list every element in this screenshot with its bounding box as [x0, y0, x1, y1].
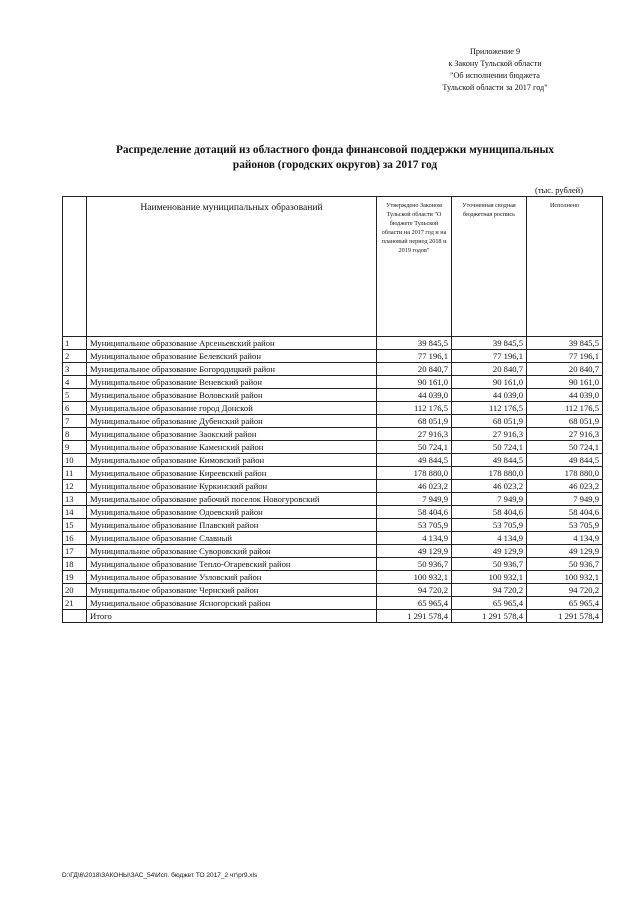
approved-value: 39 845,5: [377, 337, 452, 350]
revised-value: 112 176,5: [452, 402, 527, 415]
municipality-name: Муниципальное образование Белевский район: [87, 350, 377, 363]
row-number: 15: [63, 519, 87, 532]
row-number: 8: [63, 428, 87, 441]
approved-value: 50 724,1: [377, 441, 452, 454]
municipality-name: Муниципальное образование рабочий поселок Новогуровский: [87, 493, 377, 506]
revised-value: 94 720,2: [452, 584, 527, 597]
appendix-line: Тульской области за 2017 год": [442, 83, 548, 92]
table-row: [63, 415, 603, 428]
table-row: [63, 389, 603, 402]
municipality-name: Муниципальное образование Киреевский район: [87, 467, 377, 480]
title-line-2: районов (городских округов) за 2017 год: [232, 159, 438, 171]
row-number: 13: [63, 493, 87, 506]
revised-value: 77 196,1: [452, 350, 527, 363]
document-title: [70, 143, 600, 173]
appendix-note: [400, 46, 590, 94]
executed-value: 94 720,2: [527, 584, 603, 597]
municipality-name: Муниципальное образование Куркинский район: [87, 480, 377, 493]
municipality-name: Муниципальное образование Заокский район: [87, 428, 377, 441]
executed-value: 50 936,7: [527, 558, 603, 571]
approved-value: 65 965,4: [377, 597, 452, 610]
executed-value: 112 176,5: [527, 402, 603, 415]
approved-value: 27 916,3: [377, 428, 452, 441]
municipality-name: Муниципальное образование Воловский район: [87, 389, 377, 402]
revised-value: 44 039,0: [452, 389, 527, 402]
executed-value: 53 705,9: [527, 519, 603, 532]
revised-value: 7 949,9: [452, 493, 527, 506]
approved-value: 77 196,1: [377, 350, 452, 363]
row-number: 7: [63, 415, 87, 428]
row-number: 11: [63, 467, 87, 480]
row-number: 21: [63, 597, 87, 610]
approved-value: 53 705,9: [377, 519, 452, 532]
executed-value: 65 965,4: [527, 597, 603, 610]
table-header-row: [63, 197, 603, 337]
revised-value: 178 880,0: [452, 467, 527, 480]
municipality-name: Муниципальное образование Каменский район: [87, 441, 377, 454]
municipality-name: Муниципальное образование Славный: [87, 532, 377, 545]
units-label: (тыс. рублей): [535, 185, 584, 195]
table-row: [63, 467, 603, 480]
row-number: 2: [63, 350, 87, 363]
executed-value: 7 949,9: [527, 493, 603, 506]
row-number: 1: [63, 337, 87, 350]
approved-value: 58 404,6: [377, 506, 452, 519]
table-row: [63, 597, 603, 610]
total-row: [63, 610, 603, 623]
row-number: 3: [63, 363, 87, 376]
row-number: 12: [63, 480, 87, 493]
executed-value: 90 161,0: [527, 376, 603, 389]
row-number: 18: [63, 558, 87, 571]
municipality-name: Муниципальное образование город Донской: [87, 402, 377, 415]
row-number: 20: [63, 584, 87, 597]
executed-value: 50 724,1: [527, 441, 603, 454]
row-number: 5: [63, 389, 87, 402]
table-row: [63, 519, 603, 532]
total-number-cell: [63, 610, 87, 623]
table-row: [63, 493, 603, 506]
executed-value: 27 916,3: [527, 428, 603, 441]
municipality-name: Муниципальное образование Одоевский район: [87, 506, 377, 519]
executed-value: 39 845,5: [527, 337, 603, 350]
executed-value: 100 932,1: [527, 571, 603, 584]
executed-value: 4 134,9: [527, 532, 603, 545]
row-number: 19: [63, 571, 87, 584]
total-revised: 1 291 578,4: [452, 610, 527, 623]
header-name: Наименование муниципальных образований: [87, 197, 377, 337]
table-row: [63, 350, 603, 363]
revised-value: 49 129,9: [452, 545, 527, 558]
appendix-line: "Об исполнении бюджета: [450, 71, 540, 80]
municipality-name: Муниципальное образование Чернский район: [87, 584, 377, 597]
table-row: [63, 545, 603, 558]
header-executed: Исполнено: [527, 197, 603, 337]
row-number: 4: [63, 376, 87, 389]
approved-value: 90 161,0: [377, 376, 452, 389]
approved-value: 44 039,0: [377, 389, 452, 402]
table-row: [63, 402, 603, 415]
revised-value: 20 840,7: [452, 363, 527, 376]
executed-value: 46 023,2: [527, 480, 603, 493]
total-executed: 1 291 578,4: [527, 610, 603, 623]
row-number: 14: [63, 506, 87, 519]
table-row: [63, 571, 603, 584]
total-approved: 1 291 578,4: [377, 610, 452, 623]
executed-value: 58 404,6: [527, 506, 603, 519]
title-line-1: Распределение дотаций из областного фонда финансовой поддержки муниципальных: [115, 144, 555, 156]
table-row: [63, 584, 603, 597]
executed-value: 77 196,1: [527, 350, 603, 363]
executed-value: 49 844,5: [527, 454, 603, 467]
municipality-name: Муниципальное образование Суворовский район: [87, 545, 377, 558]
approved-value: 7 949,9: [377, 493, 452, 506]
municipality-name: Муниципальное образование Арсеньевский район: [87, 337, 377, 350]
approved-value: 112 176,5: [377, 402, 452, 415]
revised-value: 50 724,1: [452, 441, 527, 454]
table-body: [63, 337, 603, 623]
approved-value: 100 932,1: [377, 571, 452, 584]
appendix-line: к Закону Тульской области: [448, 59, 542, 68]
header-approved: Утверждено Законом Тульской области "О бюджете Тульской области на 2017 год и на плановый период 2018 и 2019 годов": [377, 197, 452, 337]
table-row: [63, 506, 603, 519]
table-row: [63, 454, 603, 467]
revised-value: 50 936,7: [452, 558, 527, 571]
table-row: [63, 480, 603, 493]
row-number: 9: [63, 441, 87, 454]
municipality-name: Муниципальное образование Дубенский район: [87, 415, 377, 428]
municipality-name: Муниципальное образование Кимовский район: [87, 454, 377, 467]
executed-value: 44 039,0: [527, 389, 603, 402]
municipality-name: Муниципальное образование Плавский район: [87, 519, 377, 532]
municipality-name: Муниципальное образование Ясногорский район: [87, 597, 377, 610]
municipality-name: Муниципальное образование Веневский район: [87, 376, 377, 389]
table-row: [63, 376, 603, 389]
file-path-footer: D:\ГД\6\2018\ЗАКОНЫ\ЗАС_54\Исп. бюджет ТО 2017_2 чт\pr9.xls: [62, 872, 258, 879]
approved-value: 49 129,9: [377, 545, 452, 558]
row-number: 6: [63, 402, 87, 415]
approved-value: 94 720,2: [377, 584, 452, 597]
approved-value: 46 023,2: [377, 480, 452, 493]
table-row: [63, 337, 603, 350]
revised-value: 4 134,9: [452, 532, 527, 545]
municipality-name: Муниципальное образование Богородицкий район: [87, 363, 377, 376]
revised-value: 46 023,2: [452, 480, 527, 493]
revised-value: 49 844,5: [452, 454, 527, 467]
table-row: [63, 363, 603, 376]
row-number: 10: [63, 454, 87, 467]
appendix-line: Приложение 9: [469, 47, 521, 56]
revised-value: 27 916,3: [452, 428, 527, 441]
executed-value: 68 051,9: [527, 415, 603, 428]
table-row: [63, 532, 603, 545]
row-number: 16: [63, 532, 87, 545]
grant-distribution-table: [62, 196, 603, 623]
total-label: Итого: [87, 610, 377, 623]
municipality-name: Муниципальное образование Узловский район: [87, 571, 377, 584]
municipality-name: Муниципальное образование Тепло-Огаревский район: [87, 558, 377, 571]
table-row: [63, 558, 603, 571]
approved-value: 68 051,9: [377, 415, 452, 428]
approved-value: 4 134,9: [377, 532, 452, 545]
revised-value: 68 051,9: [452, 415, 527, 428]
executed-value: 178 880,0: [527, 467, 603, 480]
header-revised: Уточненная сводная бюджетная роспись: [452, 197, 527, 337]
header-number: [63, 197, 87, 337]
revised-value: 65 965,4: [452, 597, 527, 610]
row-number: 17: [63, 545, 87, 558]
revised-value: 53 705,9: [452, 519, 527, 532]
revised-value: 90 161,0: [452, 376, 527, 389]
approved-value: 49 844,5: [377, 454, 452, 467]
approved-value: 50 936,7: [377, 558, 452, 571]
table-row: [63, 428, 603, 441]
approved-value: 20 840,7: [377, 363, 452, 376]
executed-value: 49 129,9: [527, 545, 603, 558]
executed-value: 20 840,7: [527, 363, 603, 376]
table-row: [63, 441, 603, 454]
revised-value: 100 932,1: [452, 571, 527, 584]
revised-value: 58 404,6: [452, 506, 527, 519]
approved-value: 178 880,0: [377, 467, 452, 480]
revised-value: 39 845,5: [452, 337, 527, 350]
